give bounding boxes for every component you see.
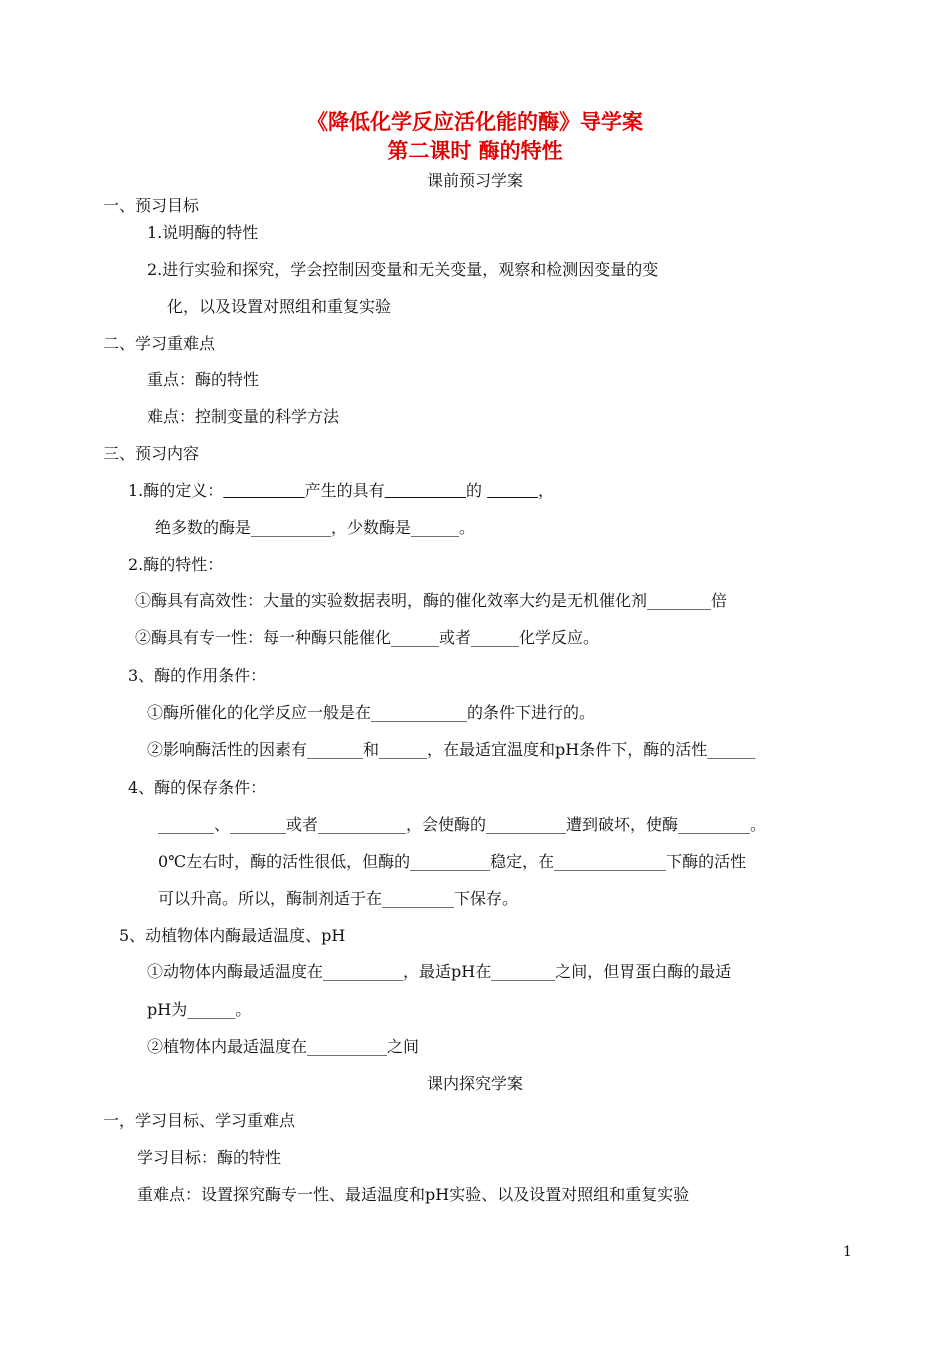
optimum-plant: ②植物体内最适温度在__________之间	[147, 1037, 420, 1056]
definition-label: 1.酶的定义：	[128, 481, 224, 500]
property-specificity: ②酶具有专一性：每一种酶只能催化______或者______化学反应。	[135, 628, 600, 647]
section-3-heading: 三、预习内容	[103, 444, 200, 463]
condition-1: ①酶所催化的化学反应一般是在____________的条件下进行的。	[147, 703, 596, 722]
difficult-point: 难点：控制变量的科学方法	[147, 407, 340, 426]
goal-item-1: 1.说明酶的特性	[147, 223, 259, 242]
inclass-key-points: 重难点：设置探究酶专一性、最适温度和pH实验、以及设置对照组和重复实验	[137, 1185, 690, 1204]
key-point: 重点：酶的特性	[147, 370, 260, 389]
fill-blank[interactable]	[385, 481, 466, 500]
optimum-animal: ①动物体内酶最适温度在__________，最适pH在________之间，但胃蛋白酶的最适	[147, 962, 732, 981]
section-1-heading: 一、预习目标	[103, 196, 200, 215]
definition-text: 的	[466, 481, 488, 500]
preclass-heading: 课前预习学案	[426, 171, 523, 190]
inclass-goal: 学习目标：酶的特性	[137, 1148, 282, 1167]
fill-blank[interactable]	[223, 481, 304, 500]
properties-heading: 2.酶的特性：	[128, 555, 224, 574]
storage-line-2: 0℃左右时，酶的活性很低，但酶的__________稳定，在______________下酶的活性	[158, 852, 747, 871]
storage-heading: 4、酶的保存条件：	[128, 778, 267, 797]
optimum-animal-cont: pH为______。	[147, 1000, 252, 1019]
storage-line-3: 可以升高。所以，酶制剂适于在_________下保存。	[158, 889, 519, 908]
property-efficiency: ①酶具有高效性：大量的实验数据表明，酶的催化效率大约是无机催化剂________倍	[135, 591, 728, 610]
goal-item-2: 2.进行实验和探究，学会控制因变量和无关变量，观察和检测因变量的变	[147, 260, 659, 279]
storage-line-1: _______、_______或者___________，会使酶的__________遭到破坏，使酶_________。	[158, 815, 767, 834]
inclass-section-1-heading: 一，学习目标、学习重难点	[103, 1111, 296, 1130]
inclass-heading: 课内探究学案	[426, 1074, 523, 1093]
document-subtitle: 第二课时 酶的特性	[387, 138, 563, 163]
enzyme-definition-cont: 绝多数的酶是__________，少数酶是______。	[155, 518, 476, 537]
goal-item-2-cont: 化，以及设置对照组和重复实验	[167, 297, 392, 316]
condition-2: ②影响酶活性的因素有_______和______，在最适宜温度和pH条件下，酶的活性______	[147, 740, 756, 759]
enzyme-definition	[128, 480, 554, 502]
optimum-heading: 5、动植物体内酶最适温度、pH	[119, 926, 346, 945]
definition-text: ，	[538, 481, 555, 500]
conditions-heading: 3、酶的作用条件：	[128, 666, 267, 685]
definition-text: 产生的具有	[304, 481, 385, 500]
document-title: 《降低化学反应活化能的酶》导学案	[307, 109, 643, 134]
section-2-heading: 二、学习重难点	[103, 334, 216, 353]
fill-blank[interactable]	[487, 481, 538, 500]
page-number: 1	[843, 1244, 852, 1260]
